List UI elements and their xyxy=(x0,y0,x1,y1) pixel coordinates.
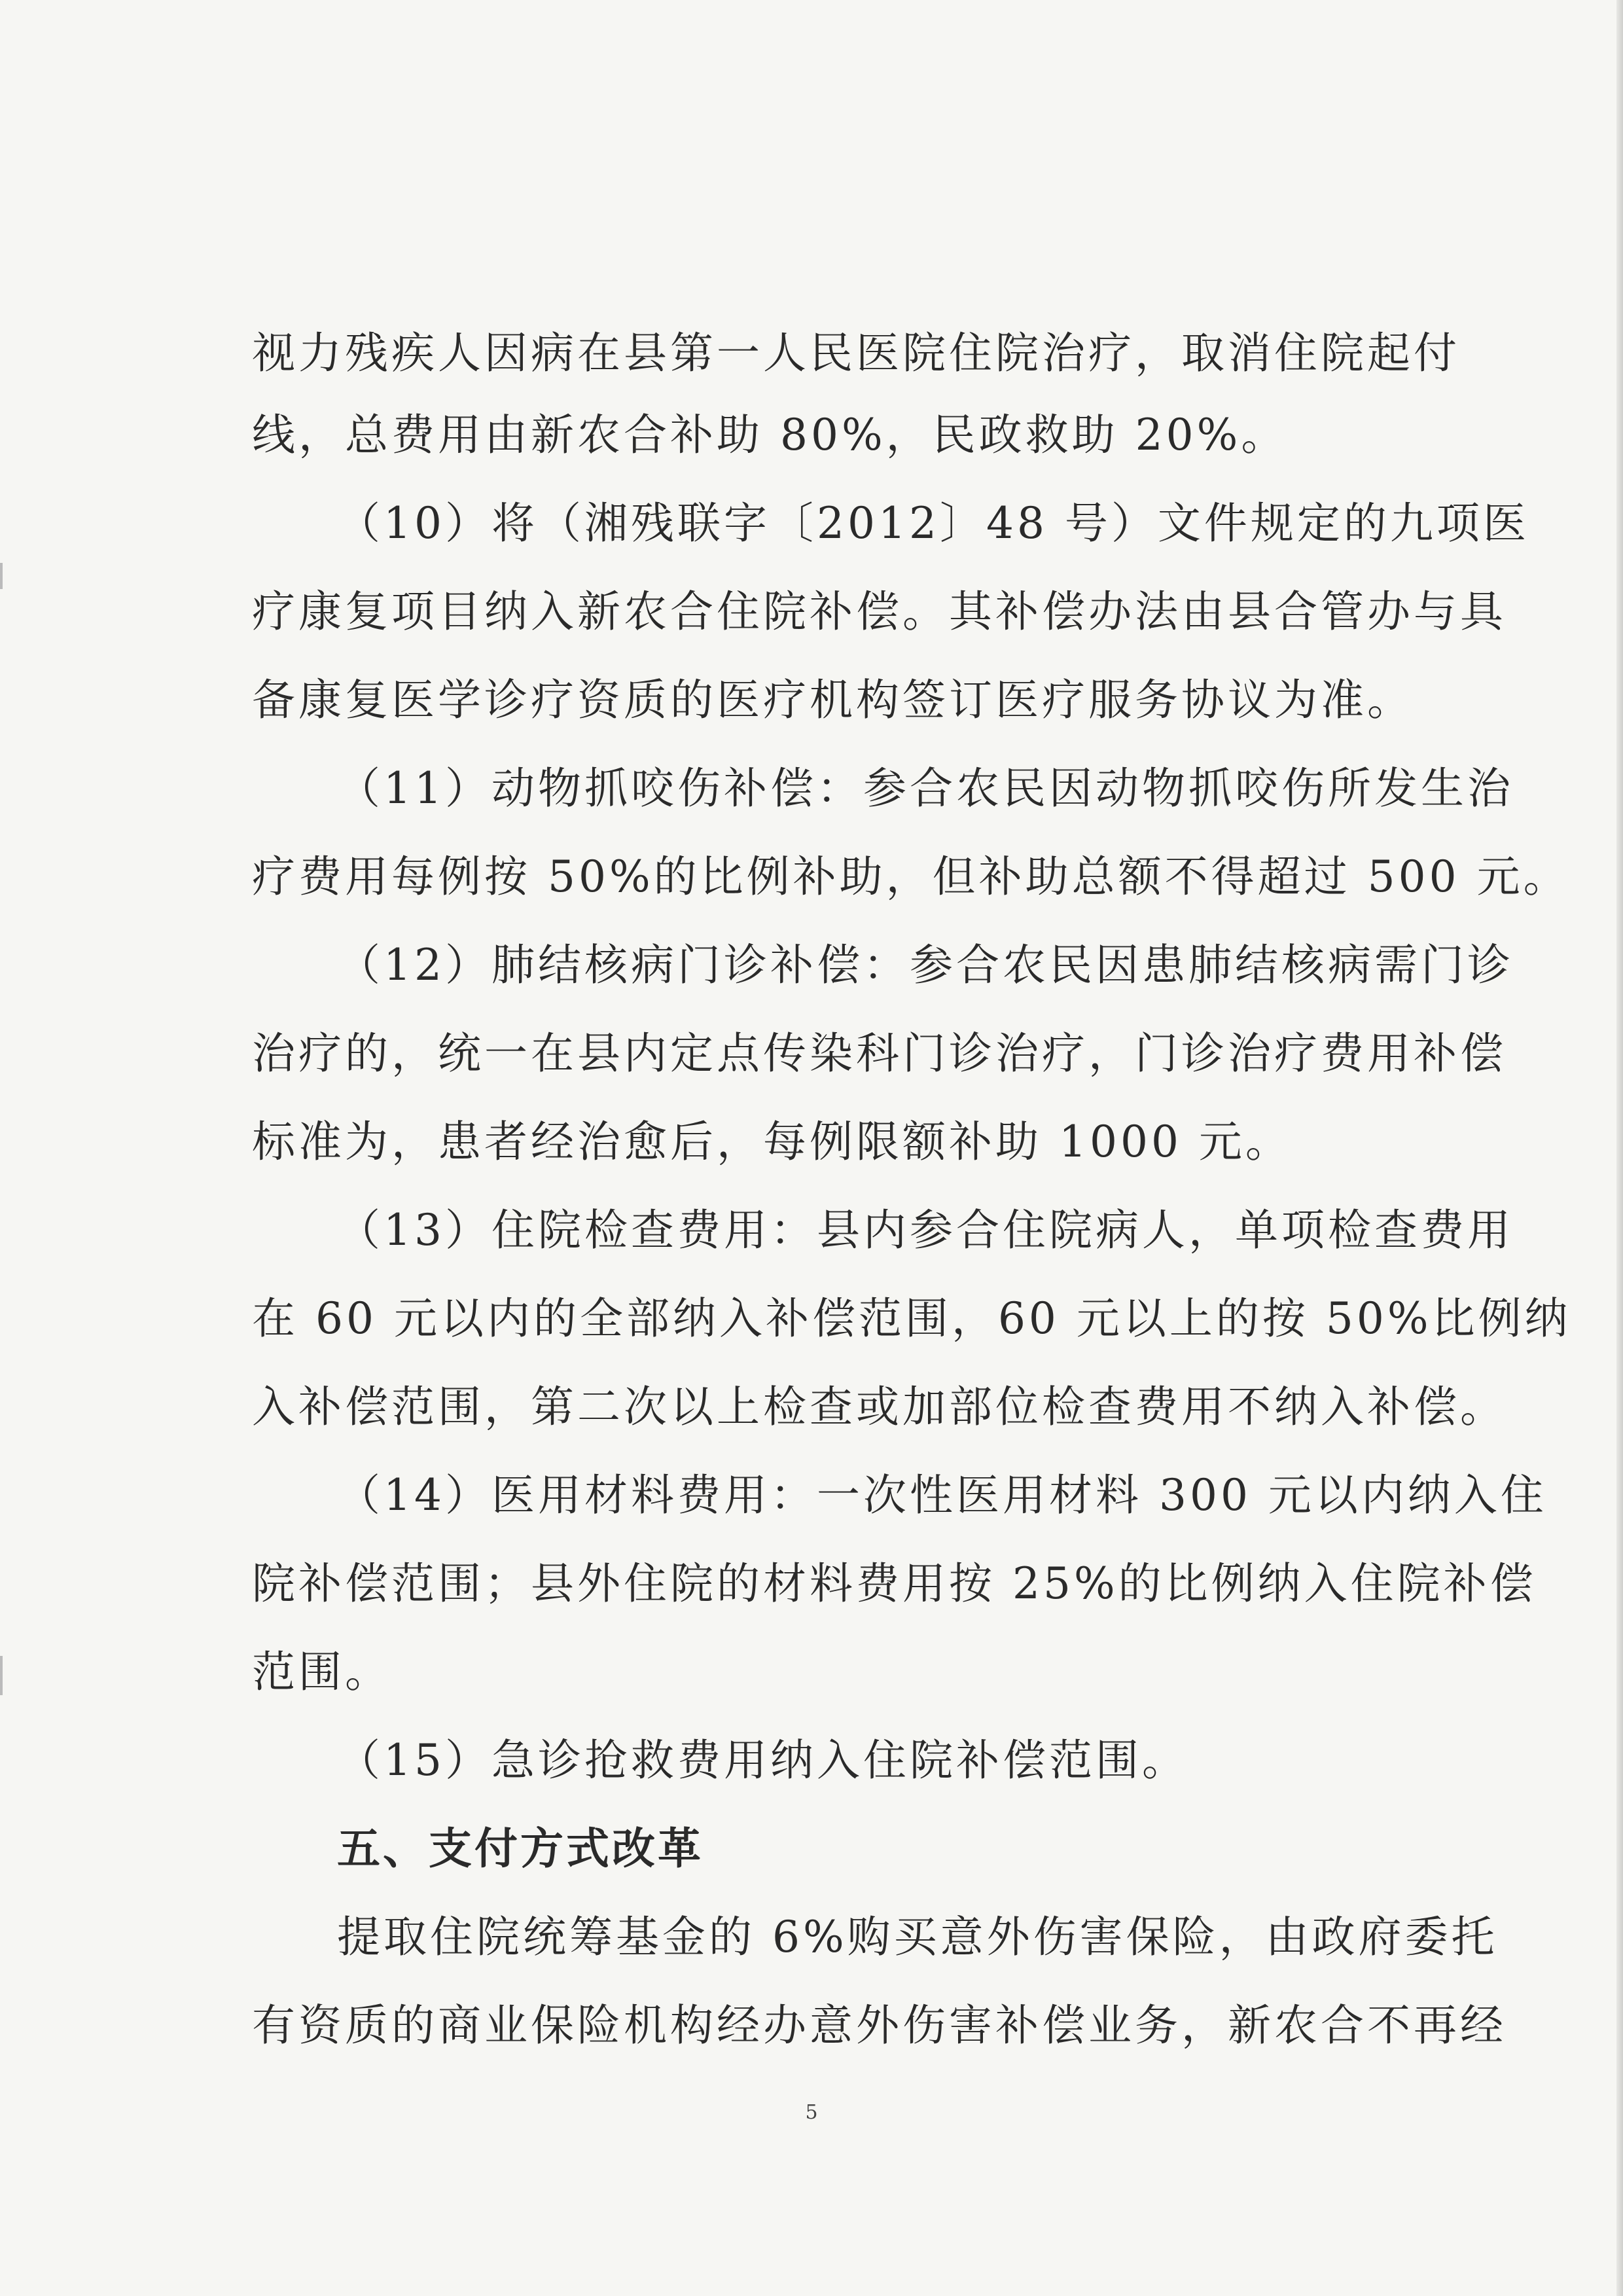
paragraph-line: 备康复医学诊疗资质的医疗机构签订医疗服务协议为准。 xyxy=(252,675,1414,725)
scan-mark xyxy=(0,563,3,589)
paragraph-line: （10）将（湘残联字〔2012〕48 号）文件规定的九项医 xyxy=(337,498,1529,548)
paragraph-line: 治疗的，统一在县内定点传染科门诊治疗，门诊治疗费用补偿 xyxy=(252,1028,1507,1079)
paragraph-line: （13）住院检查费用：县内参合住院病人，单项检查费用 xyxy=(337,1205,1514,1255)
paragraph-line: 有资质的商业保险机构经办意外伤害补偿业务，新农合不再经 xyxy=(252,2000,1507,2051)
scan-mark xyxy=(0,1656,3,1695)
paragraph-line: （12）肺结核病门诊补偿：参合农民因患肺结核病需门诊 xyxy=(337,940,1514,990)
paragraph-line: 疗康复项目纳入新农合住院补偿。其补偿办法由县合管办与具 xyxy=(252,586,1507,637)
paragraph-line: 院补偿范围；县外住院的材料费用按 25%的比例纳入住院补偿 xyxy=(252,1558,1537,1609)
page-edge xyxy=(1616,0,1623,2296)
paragraph-line: （15）急诊抢救费用纳入住院补偿范围。 xyxy=(337,1735,1188,1785)
paragraph-line: 标准为，患者经治愈后，每例限额补助 1000 元。 xyxy=(252,1117,1292,1167)
section-heading: 五、支付方式改革 xyxy=(337,1823,704,1874)
paragraph-line: 视力残疾人因病在县第一人民医院住院治疗，取消住院起付 xyxy=(252,328,1460,378)
paragraph-line: （14）医用材料费用：一次性医用材料 300 元以内纳入住 xyxy=(337,1470,1547,1520)
page-number: 5 xyxy=(805,2101,818,2124)
paragraph-line: （11）动物抓咬伤补偿：参合农民因动物抓咬伤所发生治 xyxy=(337,763,1514,814)
paragraph-line: 在 60 元以内的全部纳入补偿范围，60 元以上的按 50%比例纳 xyxy=(252,1293,1571,1344)
paragraph-line: 疗费用每例按 50%的比例补助，但补助总额不得超过 500 元。 xyxy=(252,852,1570,902)
paragraph-line: 入补偿范围，第二次以上检查或加部位检查费用不纳入补偿。 xyxy=(252,1382,1507,1432)
paragraph-line: 范围。 xyxy=(252,1647,391,1697)
paragraph-line: 提取住院统筹基金的 6%购买意外伤害保险，由政府委托 xyxy=(337,1912,1498,1962)
paragraph-line: 线，总费用由新农合补助 80%，民政救助 20%。 xyxy=(252,410,1288,460)
